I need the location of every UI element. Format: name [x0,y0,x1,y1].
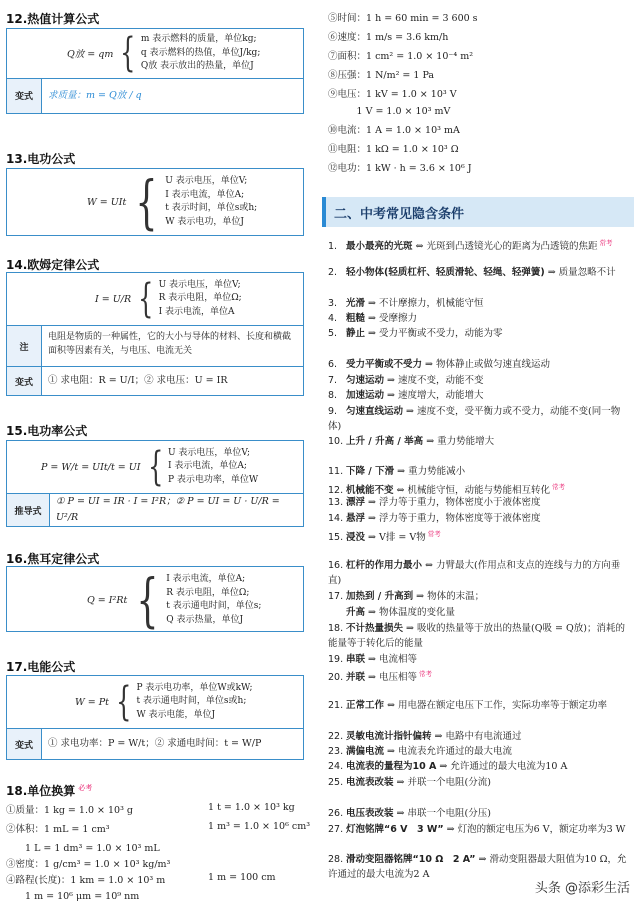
condition-number: 22. [328,731,344,742]
condition-item [328,652,628,667]
condition-text: ⇒ 串联一个电阻(分压) [393,808,491,819]
unit-line: ⑧压强：1 N/m² = 1 Pa [328,70,435,81]
condition-item [328,667,628,685]
variant-label: 变式 [7,79,42,113]
definition: I 表示电流，单位A; [167,461,247,472]
unit-line: 1 t = 1.0 × 10³ kg [208,802,295,813]
condition-keyword: 加速运动 [346,390,385,401]
definition: I 表示电流，单位A; [166,574,246,584]
condition-item [328,464,628,479]
condition-text: ⇔ 用电器在额定电压下工作，实际功率等于额定功率 [384,700,608,711]
section-title-16: 16.焦耳定律公式 [6,552,100,566]
definition: U 表示电压，单位V; [165,176,248,186]
frequent-tag: 常考 [427,530,441,538]
condition-text: ⇒ 速度不变，动能不变 [384,375,484,386]
condition-keyword: 匀速直线运动 [346,406,404,417]
formula-box-17 [6,675,304,760]
condition-text: ⇒ 电路中有电流通过 [431,731,522,742]
condition-text: ⇒ 吸收的热量等于放出的热量(Q吸 = Q放)；消耗的能量等于转化后的能量 [328,623,626,649]
definition: U 表示电压，单位V; [167,447,251,458]
condition-item [328,265,628,280]
unit-line: ⑤时间：1 h = 60 min = 3 600 s [328,13,478,24]
definition: t 表示时间，单位s或h; [165,203,258,213]
condition-number: 11. [328,466,344,477]
condition-number: 2. [328,267,338,278]
note-label: 注 [7,326,42,366]
frequent-tag: 常考 [419,670,433,678]
condition-number: 14. [328,513,344,524]
unit-line: ③密度：1 g/cm³ = 1.0 × 10³ kg/m³ [6,859,171,870]
must-test-tag: 必考 [78,784,93,792]
condition-keyword: 滑动变阻器铭牌“10 Ω 2 A” [346,854,476,865]
section-title-17: 17.电能公式 [6,660,76,674]
condition-text: ⇒ 质量忽略不计 [544,267,616,278]
variant-text: ① 求电功率：P = W/t；② 求通电时间：t = W/P [48,738,262,749]
condition-text: ⇒ 电流相等 [365,654,418,665]
condition-text: ⇔ 力臂最大(作用点和支点的连线与力的方向垂直) [328,560,621,586]
condition-item [328,589,628,604]
condition-keyword: 浸没 [346,532,366,544]
condition-number: 25. [328,777,344,788]
condition-text: ⇒ 浮力等于重力，物体密度小于液体密度 [365,497,541,508]
condition-number: 21. [328,700,344,711]
condition-keyword: 正常工作 [346,700,385,711]
condition-item [328,621,628,651]
section-banner: 二、中考常见隐含条件 [322,197,634,227]
unit-line: ⑪电阻：1 kΩ = 1.0 × 10³ Ω [328,144,459,155]
variant-label: 变式 [7,367,42,395]
condition-text: ⇒ 受摩擦力 [365,313,418,324]
condition-item [328,759,628,774]
condition-number: 23. [328,746,344,757]
unit-line: 1 L = 1 dm³ = 1.0 × 10³ mL [6,843,160,854]
left-column [0,0,312,908]
definition: m 表示燃料的质量，单位kg; [140,34,257,44]
condition-text: ⇒ 重力势能增大 [423,436,495,447]
condition-number: 5. [328,328,338,339]
condition-keyword: 升高 [346,607,366,618]
condition-item [328,511,628,526]
condition-text: ⇒ 物体静止或做匀速直线运动 [422,359,551,370]
condition-keyword: 电压表改装 [346,808,394,819]
condition-text: ⇒ 电压相等 [365,672,418,684]
condition-number: 20. [328,672,344,684]
definition: Q放 表示放出的热量，单位J [140,61,254,71]
condition-keyword: 最小最亮的光斑 [346,241,413,253]
formula-box-13 [6,168,304,236]
section-title-14: 14.欧姆定律公式 [6,258,100,272]
definition: Q 表示热量，单位J [166,614,244,625]
formula-box-15 [6,440,304,527]
definition: R 表示电阻，单位Ω; [166,587,250,598]
condition-item [328,558,628,588]
formula-box-16 [6,566,304,632]
condition-keyword: 灯泡铭牌“6 V 3 W” [346,824,444,835]
definitions [159,279,242,320]
condition-number: 15. [328,532,344,544]
condition-text: ⇔ 机械能守恒，动能与势能相互转化 [393,485,551,497]
unit-line: 1 m = 10⁶ μm = 10⁹ nm [6,891,140,902]
variant-text: ① 求电阻：R = U/I；② 求电压：U = IR [48,375,228,386]
condition-keyword: 加热到 / 升高到 [346,591,414,602]
condition-text: ⇒ 浮力等于重力，物体密度等于液体密度 [365,513,541,524]
condition-number: 3. [328,298,338,309]
watermark: 头条 @添彩生活 [531,875,634,898]
section-title-13: 13.电功公式 [6,152,76,166]
condition-text: ⇒ 受力平衡或不受力，动能为零 [365,328,503,339]
note-text: 电阻是物质的一种属性，它的大小与导体的材料、长度和横截面积等因素有关，与电压、电流无关 [48,332,292,356]
brace: { [138,276,154,322]
condition-number: 17. [328,591,344,602]
condition-item [328,605,628,620]
condition-keyword: 匀速运动 [346,375,385,386]
condition-item [328,806,628,821]
condition-item [328,357,628,372]
condition-item [328,388,628,403]
condition-item [328,775,628,790]
definition: q 表示燃料的热值，单位J/kg; [140,47,261,58]
definitions [168,447,258,488]
formula-lhs: P = W/t = UIt/t = UI [41,461,141,473]
frequent-tag: 常考 [599,239,613,247]
definitions [141,33,261,74]
condition-text: ⇒ 物体温度的变化量 [365,607,456,618]
condition-keyword: 轻小物体(轻质杠杆、轻质滑轮、轻绳、轻弹簧) [346,267,545,278]
formula-lhs: I = U/R [95,293,132,305]
variant-text: 求质量：m = Q放 / q [48,89,142,101]
condition-number: 16. [328,560,344,571]
condition-keyword: 满偏电流 [346,746,385,757]
condition-keyword: 下降 / 下滑 [346,466,395,477]
condition-item [328,822,628,837]
right-column [322,0,640,908]
condition-keyword: 受力平衡或不受力 [346,359,423,370]
brace: { [135,168,158,236]
condition-keyword: 并联 [346,672,366,684]
condition-number: 1. [328,241,338,253]
condition-text: ⇒ 并联一个电阻(分流) [393,777,491,788]
condition-number: 10. [328,436,344,447]
unit-line: ②体积：1 mL = 1 cm³ [6,824,110,835]
condition-number: 19. [328,654,344,665]
condition-text: ⇒ 速度不变，受平衡力或不受力，动能不变(同一物体) [328,406,621,432]
section-title-15: 15.电功率公式 [6,424,88,438]
formula-lhs: W = Pt [75,696,109,708]
unit-line: ⑫电功：1 kW · h = 3.6 × 10⁶ J [328,163,472,174]
variant-label: 变式 [7,729,42,759]
derive-label: 推导式 [7,494,50,526]
section-title-18: 18.单位换算 $^{必考}$ [6,784,93,798]
condition-item [328,729,628,744]
condition-number: 4. [328,313,338,324]
formula-box-14 [6,272,304,396]
condition-item [328,698,628,713]
definition: R 表示电阻，单位Ω; [158,293,242,304]
condition-keyword: 光滑 [346,298,366,309]
brace: { [116,679,132,725]
definitions [166,573,261,627]
condition-text: ⇒ 灯泡的额定电压为6 V，额定功率为3 W [443,824,626,835]
unit-line: 1 m = 100 cm [208,872,276,883]
definition: t 表示通电时间，单位s或h; [136,696,247,707]
condition-keyword: 漂浮 [346,497,366,508]
formula-lhs: Q = I²Rt [87,594,128,606]
condition-item [328,495,628,510]
section-title-12: 12.热值计算公式 [6,12,100,26]
unit-line: 1 m³ = 1.0 × 10⁶ cm³ [208,821,311,832]
unit-line: ①质量：1 kg = 1.0 × 10³ g [6,805,134,816]
condition-item [328,326,628,341]
condition-keyword: 灵敏电流计指针偏转 [346,731,432,742]
condition-text: ⇒ 重力势能减小 [394,466,466,477]
condition-number: 24. [328,761,344,772]
condition-number: 18. [328,623,344,634]
condition-number: 8. [328,390,338,401]
condition-item [328,236,628,254]
definition: P 表示电功率，单位W或kW; [136,682,253,693]
definition: U 表示电压，单位V; [158,279,241,290]
unit-line: ⑩电流：1 A = 1.0 × 10³ mA [328,125,460,136]
condition-keyword: 粗糙 [346,313,366,324]
condition-keyword: 不计热量损失 [346,623,404,634]
condition-number: 9. [328,406,338,417]
brace: { [136,566,159,634]
condition-number: 6. [328,359,338,370]
condition-number: 26. [328,808,344,819]
frequent-tag: 常考 [552,483,566,491]
unit-line: ④路程(长度)：1 km = 1.0 × 10³ m [6,875,166,886]
unit-line: ⑨电压：1 kV = 1.0 × 10³ V [328,89,457,100]
unit-line: ⑦面积：1 cm² = 1.0 × 10⁻⁴ m² [328,51,474,62]
condition-keyword: 机械能不变 [346,485,394,497]
formula-lhs: W = UIt [87,196,127,208]
condition-keyword: 串联 [346,654,366,665]
condition-number: 28. [328,854,344,865]
definition: W 表示电能，单位J [136,709,216,720]
brace: { [147,444,163,490]
definition: t 表示通电时间，单位s; [166,601,262,611]
condition-text: ⇔ 光斑到凸透镜光心的距离为凸透镜的焦距 [412,241,598,253]
condition-item [328,404,628,434]
condition-item [328,434,628,449]
definition: I 表示电流，单位A [158,306,235,317]
brace: { [120,30,136,77]
formula-box-12 [6,28,304,114]
definitions [165,175,257,229]
condition-item [328,296,628,311]
condition-text: ⇒ 电流表允许通过的最大电流 [384,746,513,757]
condition-text: ⇒ 物体的末温； [413,591,485,602]
condition-number: 7. [328,375,338,386]
condition-keyword: 上升 / 升高 / 举高 [346,436,424,447]
derive-text: ① P = UI = IR · I = I²R；② P = UI = U · U/R = U²/R [56,496,280,523]
condition-text: ⇒ V排 = V物 [365,532,426,544]
unit-line: ⑥速度：1 m/s = 3.6 km/h [328,32,449,43]
condition-keyword: 杠杆的作用力最小 [346,560,423,571]
formula-lhs: Q放 = qm [67,49,114,61]
condition-text: ⇒ 允许通过的最大电流为10 A [436,761,568,772]
condition-number: 27. [328,824,344,835]
condition-item [328,744,628,759]
definition: W 表示电功，单位J [165,216,244,227]
condition-keyword: 电流表的量程为10 A [346,761,437,772]
condition-text: ⇒ 滑动变阻器最大阻值为10 Ω，允许通过的最大电流为2 A [328,854,627,880]
condition-item [328,373,628,388]
condition-keyword: 悬浮 [346,513,366,524]
condition-text: ⇒ 速度增大，动能增大 [384,390,484,401]
condition-text: ⇒ 不计摩擦力，机械能守恒 [365,298,484,309]
definitions [136,682,252,723]
condition-item [328,311,628,326]
unit-line: 1 V = 1.0 × 10³ mV [328,106,451,117]
condition-item [328,527,628,545]
condition-number: 12. [328,485,344,497]
definition: I 表示电流，单位A; [165,189,245,200]
definition: P 表示电功率，单位W [167,474,259,485]
condition-keyword: 静止 [346,328,366,339]
condition-number: 13. [328,497,344,508]
condition-keyword: 电流表改装 [346,777,394,788]
